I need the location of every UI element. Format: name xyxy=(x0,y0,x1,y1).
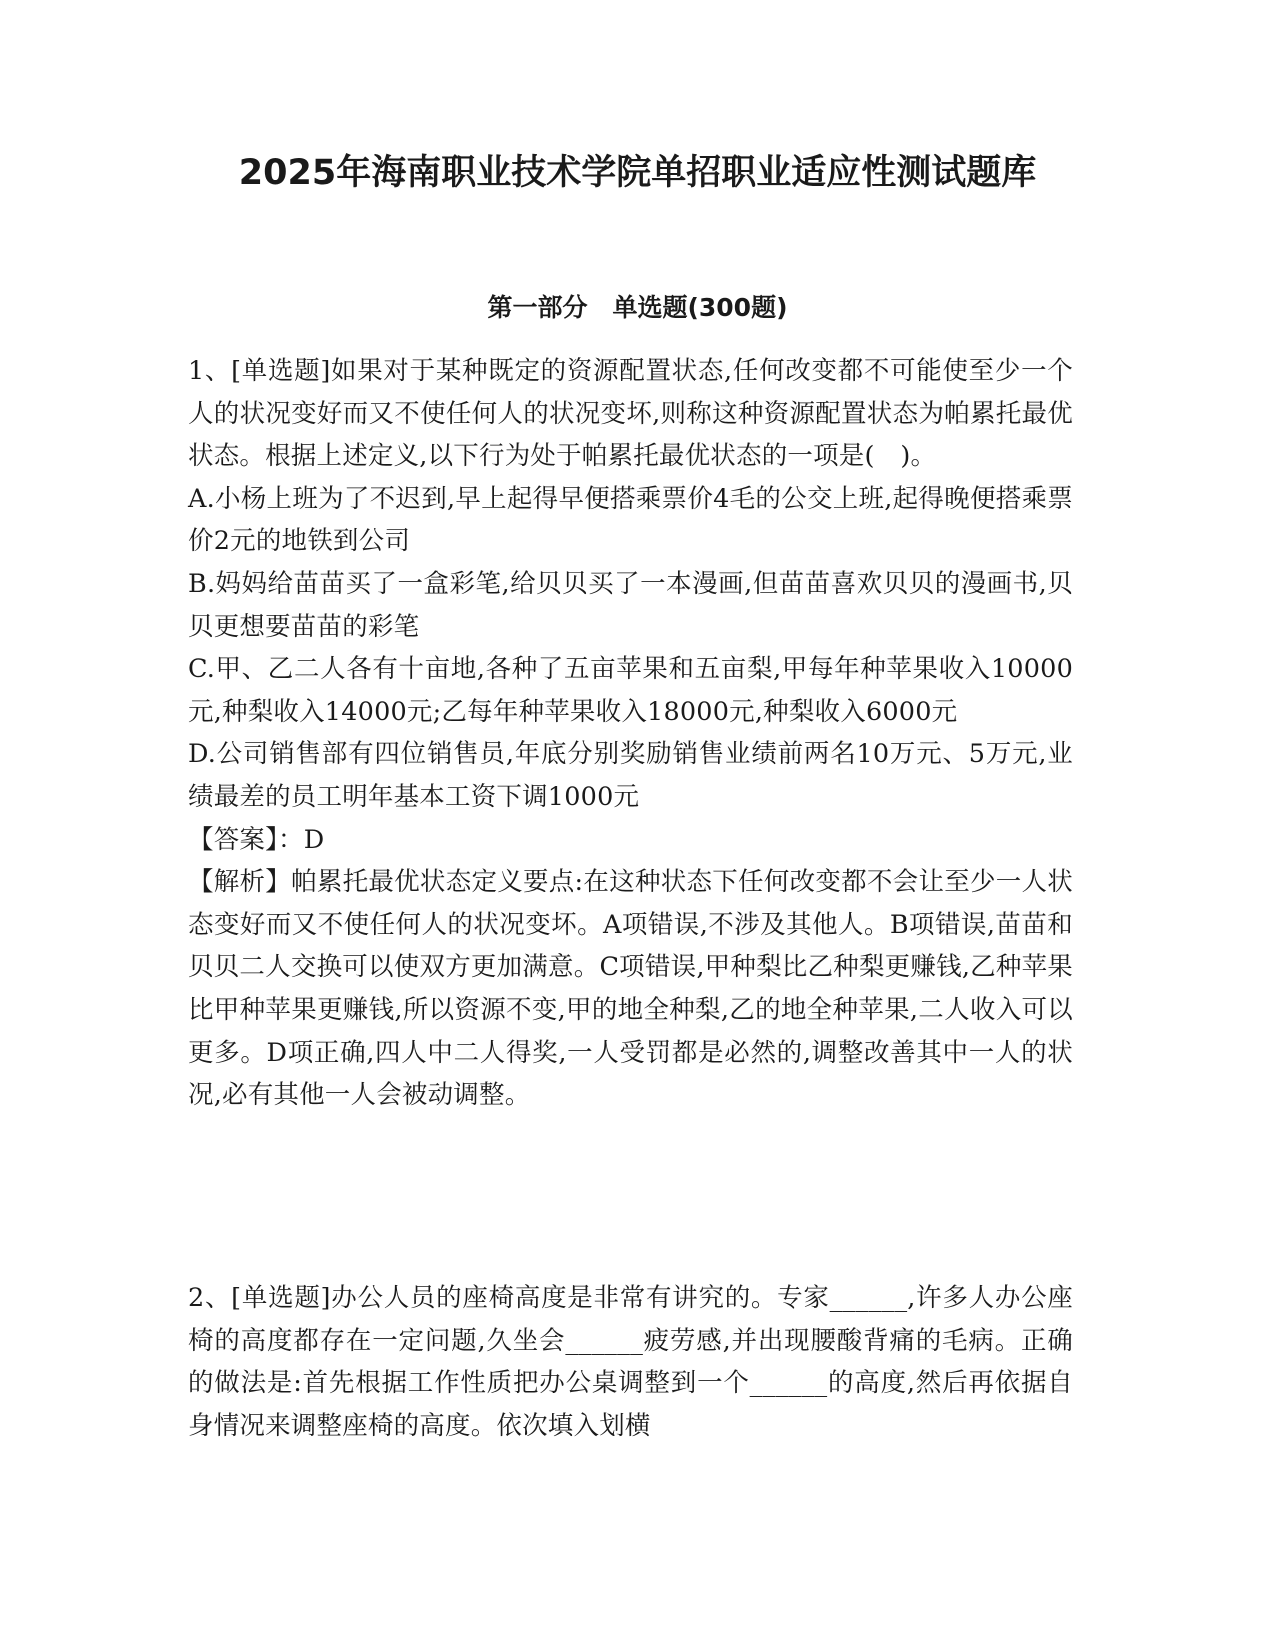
question-1-option-a: A.小杨上班为了不迟到,早上起得早便搭乘票价4毛的公交上班,起得晚便搭乘票价2元的地铁到公司 xyxy=(188,483,1073,557)
section-title: 第一部分 单选题(300题) xyxy=(487,293,788,322)
document-title: 2025年海南职业技术学院单招职业适应性测试题库 xyxy=(238,153,1037,193)
question-2 xyxy=(188,1277,1073,1447)
question-1-answer: 【答案】：D xyxy=(188,824,325,855)
question-2-stem: 2、[单选题]办公人员的座椅高度是非常有讲究的。专家______,许多人办公座椅的高度都存在一定问题,久坐会______疲劳感,并出现腰酸背痛的毛病。正确的做法是:首先根据工作性质把办公桌调整到一个______的高度,然后再依据自身情况来调整座椅的高度。依次填入划横 xyxy=(188,1283,1073,1441)
question-1-option-c: C.甲、乙二人各有十亩地,各种了五亩苹果和五亩梨,甲每年种苹果收入10000元,种梨收入14000元;乙每年种苹果收入18000元,种梨收入6000元 xyxy=(188,654,1073,727)
question-1-option-b: B.妈妈给苗苗买了一盒彩笔,给贝贝买了一本漫画,但苗苗喜欢贝贝的漫画书,贝贝更想要苗苗的彩笔 xyxy=(188,568,1073,642)
question-1-option-d: D.公司销售部有四位销售员,年底分别奖励销售业绩前两名10万元、5万元,业绩最差的员工明年基本工资下调1000元 xyxy=(188,739,1073,812)
question-1 xyxy=(188,350,1073,1117)
question-1-stem: 1、[单选题]如果对于某种既定的资源配置状态,任何改变都不可能使至少一个人的状况变好而又不使任何人的状况变坏,则称这种资源配置状态为帕累托最优状态。根据上述定义,以下行为处于帕累托最优状态的一项是( )。 xyxy=(188,356,1073,472)
question-1-analysis: 【解析】帕累托最优状态定义要点:在这种状态下任何改变都不会让至少一人状态变好而又不使任何人的状况变坏。A项错误,不涉及其他人。B项错误,苗苗和贝贝二人交换可以使双方更加满意。C项错误,甲种梨比乙种梨更赚钱,乙种苹果比甲种苹果更赚钱,所以资源不变,甲的地全种梨,乙的地全种苹果,二人收入可以更多。D项正确,四人中二人得奖,一人受罚都是必然的,调整改善其中一人的状况,必有其他一人会被动调整。 xyxy=(188,867,1073,1111)
